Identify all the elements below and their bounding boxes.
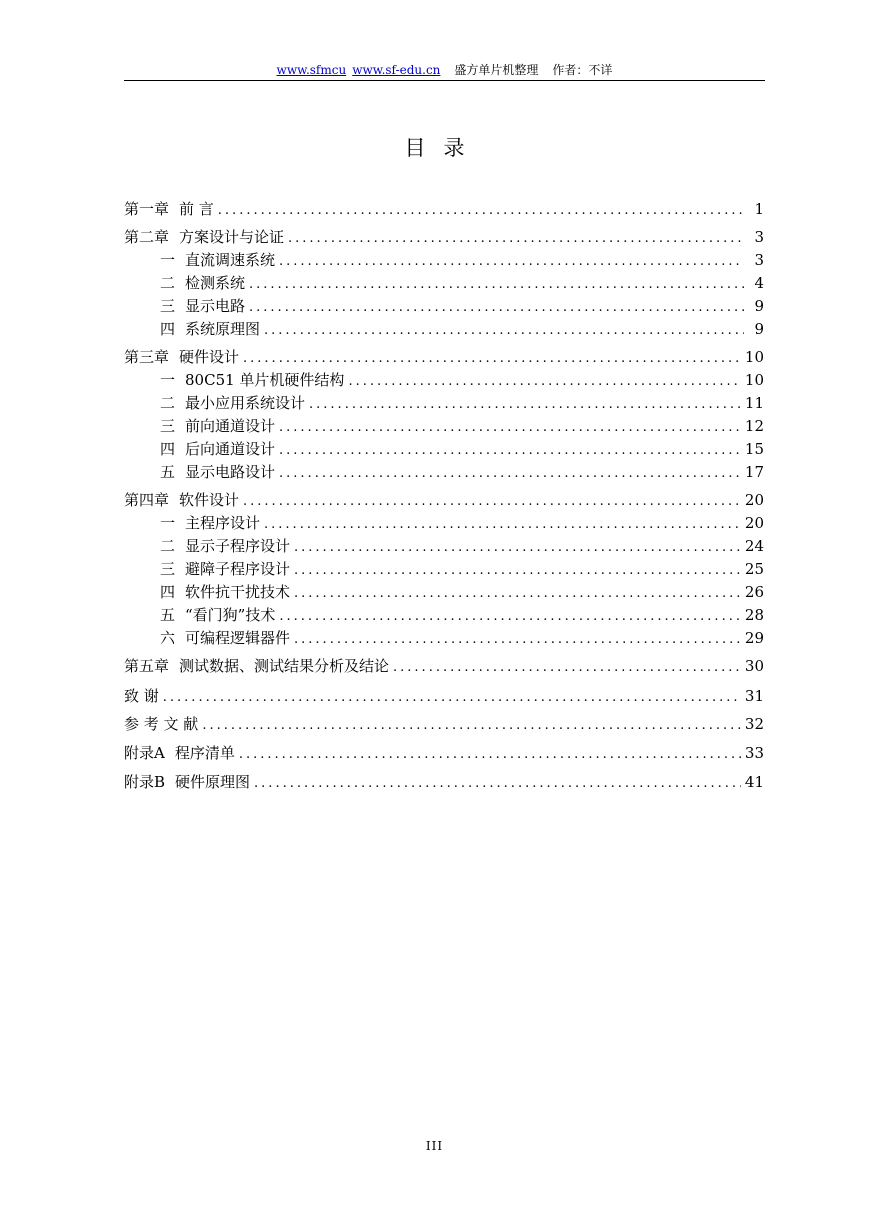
toc-entry-title: 检测系统 bbox=[185, 274, 246, 292]
toc-entry[interactable] bbox=[160, 318, 764, 340]
toc-entry-number: 五 bbox=[160, 463, 176, 481]
toc-entry-number: 附录A bbox=[124, 744, 165, 762]
toc-entry-page: 20 bbox=[744, 491, 764, 509]
page-header bbox=[124, 60, 765, 81]
toc-entry-title: 显示电路设计 bbox=[185, 463, 276, 481]
toc-entry[interactable] bbox=[124, 346, 764, 368]
toc-entry[interactable] bbox=[124, 742, 764, 764]
toc-entry[interactable] bbox=[160, 249, 764, 271]
toc-entry[interactable] bbox=[160, 392, 764, 414]
toc-leader-dots bbox=[393, 657, 741, 679]
author-info: 作者：不详 bbox=[552, 63, 613, 77]
toc-leader-dots bbox=[218, 200, 744, 222]
toc-entry-title: 可编程逻辑器件 bbox=[185, 629, 291, 647]
toc-leader-dots bbox=[202, 715, 741, 737]
toc-entry-page: 24 bbox=[744, 537, 764, 555]
toc-leader-dots bbox=[279, 606, 741, 628]
toc-entry-page: 12 bbox=[744, 417, 764, 435]
toc-entry-title: 最小应用系统设计 bbox=[185, 394, 306, 412]
toc-entry-number: 二 bbox=[160, 537, 176, 555]
toc-leader-dots bbox=[279, 463, 741, 485]
toc-entry-page: 29 bbox=[744, 629, 764, 647]
toc-entry-page: 10 bbox=[744, 371, 764, 389]
toc-entry[interactable] bbox=[160, 369, 764, 391]
toc-leader-dots bbox=[294, 537, 741, 559]
toc-entry-number: 第五章 bbox=[124, 657, 170, 675]
toc-entry-number: 第三章 bbox=[124, 348, 170, 366]
toc-entry-title: 显示子程序设计 bbox=[185, 537, 291, 555]
toc-entry-page: 1 bbox=[754, 200, 764, 218]
toc-entry[interactable] bbox=[160, 581, 764, 603]
toc-entry-page: 20 bbox=[744, 514, 764, 532]
toc-entry-title: 后向通道设计 bbox=[185, 440, 276, 458]
toc-entry-number: 第一章 bbox=[124, 200, 170, 218]
toc-entry-title: 80C51 单片机硬件结构 bbox=[185, 371, 345, 389]
toc-entry-title: 硬件设计 bbox=[179, 348, 240, 366]
toc-leader-dots bbox=[163, 687, 741, 709]
toc-entry-title: 方案设计与论证 bbox=[179, 228, 285, 246]
toc-entry[interactable] bbox=[160, 512, 764, 534]
toc-entry-number: 第四章 bbox=[124, 491, 170, 509]
toc-entry-page: 33 bbox=[744, 744, 764, 762]
toc-leader-dots bbox=[243, 348, 741, 370]
toc-entry-page: 9 bbox=[754, 297, 764, 315]
toc-leader-dots bbox=[264, 514, 741, 536]
toc-entry-title: 测试数据、测试结果分析及结论 bbox=[179, 657, 390, 675]
toc-entry-page: 9 bbox=[754, 320, 764, 338]
toc-entry-title: 前 言 bbox=[179, 200, 214, 218]
toc-entry-page: 3 bbox=[754, 228, 764, 246]
toc-entry-title: “看门狗”技术 bbox=[185, 606, 276, 624]
toc-entry-page: 17 bbox=[744, 463, 764, 481]
toc-entry-number: 一 bbox=[160, 514, 176, 532]
toc-leader-dots bbox=[254, 773, 741, 795]
toc-entry[interactable] bbox=[124, 489, 764, 511]
toc-entry-title: 参 考 文 献 bbox=[124, 715, 199, 733]
toc-entry-number: 一 bbox=[160, 251, 176, 269]
toc-entry[interactable] bbox=[160, 535, 764, 557]
toc-entry-number: 四 bbox=[160, 320, 176, 338]
toc-leader-dots bbox=[348, 371, 740, 393]
toc-leader-dots bbox=[294, 560, 741, 582]
toc-entry-title: 系统原理图 bbox=[185, 320, 261, 338]
toc-entry-number: 附录B bbox=[124, 773, 166, 791]
toc-entry-page: 11 bbox=[744, 394, 764, 412]
page-title: 目录 bbox=[404, 136, 483, 160]
toc-entry-title: 软件设计 bbox=[179, 491, 240, 509]
toc-entry[interactable] bbox=[160, 438, 764, 460]
toc-entry-page: 31 bbox=[744, 687, 764, 705]
toc-entry-page: 32 bbox=[744, 715, 764, 733]
toc-entry-page: 30 bbox=[744, 657, 764, 675]
toc-leader-dots bbox=[309, 394, 741, 416]
toc-entry-title: 致 谢 bbox=[124, 687, 159, 705]
toc-entry-page: 15 bbox=[744, 440, 764, 458]
toc-entry-page: 28 bbox=[744, 606, 764, 624]
toc-entry-title: 显示电路 bbox=[185, 297, 246, 315]
toc-entry-title: 直流调速系统 bbox=[185, 251, 276, 269]
toc-entry-title: 避障子程序设计 bbox=[185, 560, 291, 578]
toc-leader-dots bbox=[249, 297, 744, 319]
toc-leader-dots bbox=[294, 583, 741, 605]
toc-entry[interactable] bbox=[124, 198, 764, 220]
toc-leader-dots bbox=[239, 744, 741, 766]
sf-edu-link[interactable]: www.sf-edu.cn bbox=[352, 63, 441, 77]
toc-leader-dots bbox=[294, 629, 741, 651]
toc-leader-dots bbox=[279, 440, 741, 462]
toc-entry-number: 三 bbox=[160, 297, 176, 315]
toc-leader-dots bbox=[279, 417, 741, 439]
toc-entry-page: 25 bbox=[744, 560, 764, 578]
toc-entry[interactable] bbox=[160, 295, 764, 317]
toc-entry-page: 41 bbox=[744, 773, 764, 791]
toc-entry-number: 二 bbox=[160, 394, 176, 412]
sfmcu-link[interactable]: www.sfmcu bbox=[276, 63, 347, 77]
toc-entry[interactable] bbox=[124, 655, 764, 677]
toc-entry-number: 二 bbox=[160, 274, 176, 292]
toc-entry[interactable] bbox=[160, 558, 764, 580]
toc-entry[interactable] bbox=[160, 627, 764, 649]
toc-entry-title: 主程序设计 bbox=[185, 514, 261, 532]
toc-entry-page: 10 bbox=[744, 348, 764, 366]
toc-leader-dots bbox=[279, 251, 744, 273]
toc-entry[interactable] bbox=[124, 685, 764, 707]
toc-entry[interactable] bbox=[160, 604, 764, 626]
toc-leader-dots bbox=[243, 491, 741, 513]
toc-entry-title: 硬件原理图 bbox=[175, 773, 251, 791]
toc-entry-title: 软件抗干扰技术 bbox=[185, 583, 291, 601]
toc-entry[interactable] bbox=[124, 771, 764, 793]
toc-leader-dots bbox=[249, 274, 744, 296]
toc-entry[interactable] bbox=[124, 226, 764, 248]
page-number: III bbox=[425, 1139, 444, 1153]
toc-entry-number: 四 bbox=[160, 583, 176, 601]
toc-entry-number: 四 bbox=[160, 440, 176, 458]
toc-leader-dots bbox=[264, 320, 744, 342]
toc-entry-number: 五 bbox=[160, 606, 176, 624]
toc-entry-number: 三 bbox=[160, 560, 176, 578]
toc-entry[interactable] bbox=[160, 272, 764, 294]
org-name: 盛方单片机整理 bbox=[454, 63, 539, 77]
toc-entry-title: 程序清单 bbox=[174, 744, 235, 762]
toc-entry-page: 3 bbox=[754, 251, 764, 269]
toc-entry-number: 三 bbox=[160, 417, 176, 435]
toc-entry-number: 第二章 bbox=[124, 228, 170, 246]
toc-entry-number: 一 bbox=[160, 371, 176, 389]
toc-entry-page: 4 bbox=[754, 274, 764, 292]
toc-entry[interactable] bbox=[124, 713, 764, 735]
toc-entry-page: 26 bbox=[744, 583, 764, 601]
toc-entry-number: 六 bbox=[160, 629, 176, 647]
toc-entry-title: 前向通道设计 bbox=[185, 417, 276, 435]
toc-leader-dots bbox=[288, 228, 744, 250]
toc-entry[interactable] bbox=[160, 415, 764, 437]
toc-entry[interactable] bbox=[160, 461, 764, 483]
